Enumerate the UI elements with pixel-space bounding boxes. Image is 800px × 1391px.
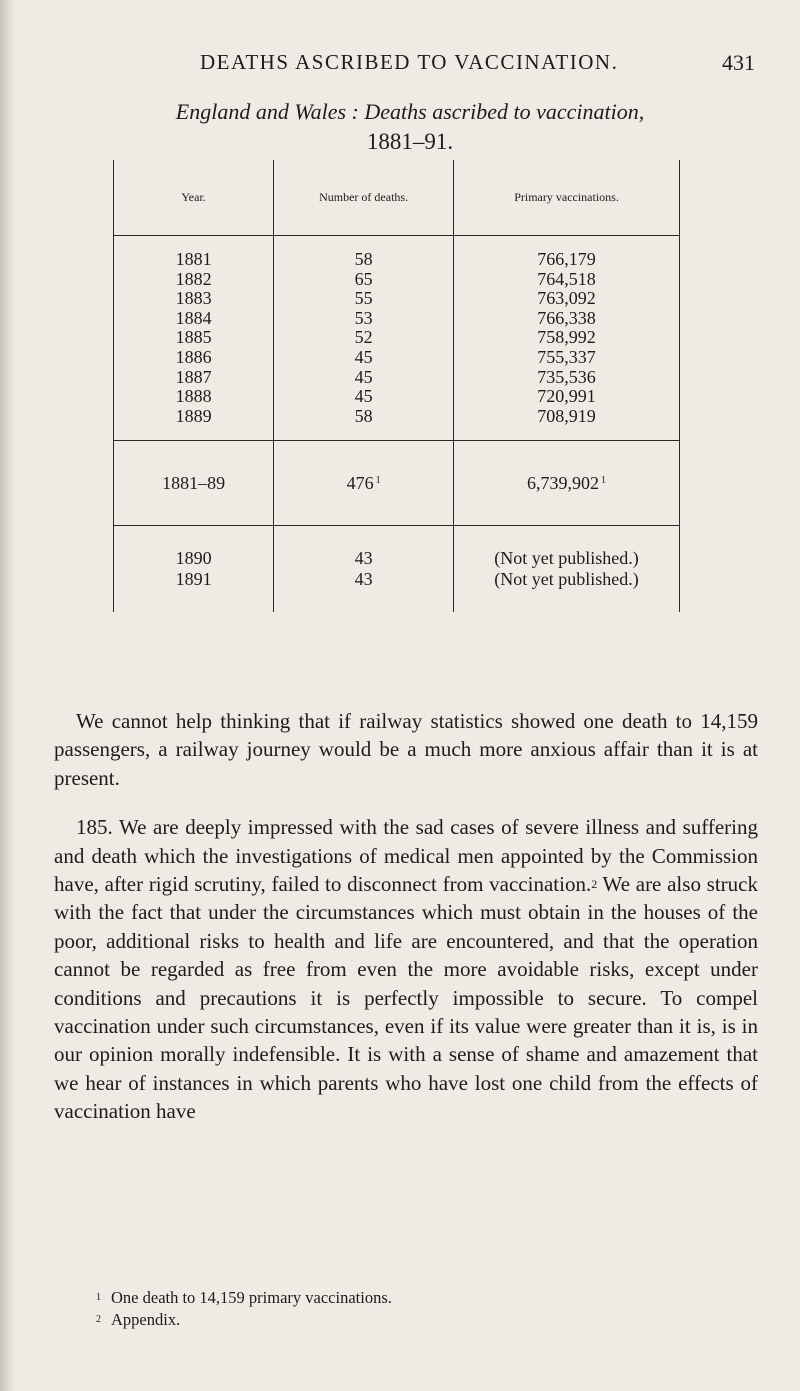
year-value: 1890	[175, 548, 212, 569]
table-row	[114, 236, 680, 441]
year-value: 1883	[175, 288, 212, 309]
year-value: 1889	[175, 405, 212, 426]
footnote	[96, 1309, 756, 1331]
vaccinations-value: 764,518	[537, 268, 596, 289]
deaths-value: 58	[354, 405, 373, 426]
vaccinations-value: 766,338	[537, 307, 596, 328]
year-value: 1887	[175, 366, 212, 387]
table-caption: England and Wales : Deaths ascribed to vaccination,	[175, 99, 645, 124]
year-value: 1891	[175, 569, 212, 590]
column-header-deaths: Number of deaths.	[274, 160, 454, 236]
footnote-number: 2	[96, 1314, 101, 1325]
year-value: 1882	[175, 268, 212, 289]
table-header-row	[114, 160, 680, 236]
footnote-text: Appendix.	[111, 1310, 181, 1329]
paragraph-text: We are also struck with the fact that under the circumstances which must obtain in the houses of the poor, additional risks to health and life are encountered, and that the operation cannot be regarded as free from even the more avoidable risks, except under conditions and precautions it is perfectly impossible to secure. To compel vaccination under such circumstances, even if its value were greater than it is, is in our opinion morally indefensible. It is with a sense of shame and amazement that we hear of instances in which parents who have lost one child from the effects of vaccination have	[54, 872, 758, 1124]
vaccination-deaths-table	[113, 160, 680, 612]
table-year-range: 1881–91.	[366, 129, 454, 154]
year-column-cell	[114, 236, 274, 441]
total-deaths-value: 476	[346, 472, 374, 493]
deaths-value: 58	[354, 249, 373, 269]
deaths-value: 52	[354, 327, 373, 348]
table-row	[114, 526, 680, 613]
total-vaccinations-cell	[454, 441, 680, 526]
page-edge-shadow	[0, 0, 14, 1391]
year-value: 1885	[175, 327, 212, 348]
running-title: DEATHS ASCRIBED TO VACCINATION.	[200, 50, 619, 74]
deaths-value: 45	[354, 366, 373, 387]
vaccinations-value: 708,919	[537, 405, 596, 426]
column-header-year: Year.	[114, 160, 274, 236]
deaths-value: 55	[354, 288, 373, 309]
vaccinations-column-cell	[454, 236, 680, 441]
paragraph-185	[54, 813, 758, 1125]
year-value: 1886	[175, 346, 212, 367]
deaths-value: 45	[354, 346, 373, 367]
footnotes	[96, 1287, 756, 1331]
body-text	[54, 707, 758, 1126]
vaccinations-value: (Not yet published.)	[494, 569, 639, 590]
table-total-row	[114, 441, 680, 526]
deaths-value: 43	[354, 548, 373, 569]
vaccinations-value: 758,992	[537, 327, 596, 348]
vaccinations-value: 720,991	[537, 386, 596, 407]
vaccinations-column-cell	[454, 526, 680, 613]
vaccinations-value: 763,092	[537, 288, 596, 309]
deaths-column-cell	[274, 526, 454, 613]
total-deaths-footnote-mark: 1	[375, 474, 381, 486]
year-value: 1881	[175, 249, 212, 269]
total-year-cell: 1881–89	[114, 441, 274, 526]
vaccinations-value: (Not yet published.)	[494, 548, 639, 569]
deaths-value: 43	[354, 569, 373, 590]
deaths-value: 53	[354, 307, 373, 328]
column-header-vaccinations: Primary vaccinations.	[454, 160, 680, 236]
paragraph: We cannot help thinking that if railway statistics showed one death to 14,159 passengers, a railway journey would be a much more anxious affair than it is at present.	[54, 709, 758, 790]
deaths-value: 65	[354, 268, 373, 289]
year-value: 1884	[175, 307, 212, 328]
footnote-reference: 2	[591, 877, 598, 892]
year-column-cell	[114, 526, 274, 613]
year-value: 1888	[175, 386, 212, 407]
footnote	[96, 1287, 756, 1309]
paragraph-text: 185. We are deeply impressed with the sad cases of severe illness and suffering and death which the investigations of medical men appointed by the Commission have, after rigid scrutiny, failed to disconnect from vaccination.	[54, 815, 758, 897]
vaccinations-value: 755,337	[537, 346, 596, 367]
vaccinations-value: 766,179	[537, 249, 596, 269]
running-header	[0, 50, 800, 80]
vaccinations-value: 735,536	[537, 366, 596, 387]
page-number: 431	[722, 50, 755, 75]
deaths-column-cell	[274, 236, 454, 441]
total-vaccinations-footnote-mark: 1	[601, 474, 607, 486]
footnote-number: 1	[96, 1292, 101, 1303]
total-vaccinations-value: 6,739,902	[527, 472, 600, 493]
footnote-text: One death to 14,159 primary vaccinations.	[111, 1288, 392, 1307]
total-deaths-cell	[274, 441, 454, 526]
table-title	[60, 97, 760, 157]
deaths-value: 45	[354, 386, 373, 407]
